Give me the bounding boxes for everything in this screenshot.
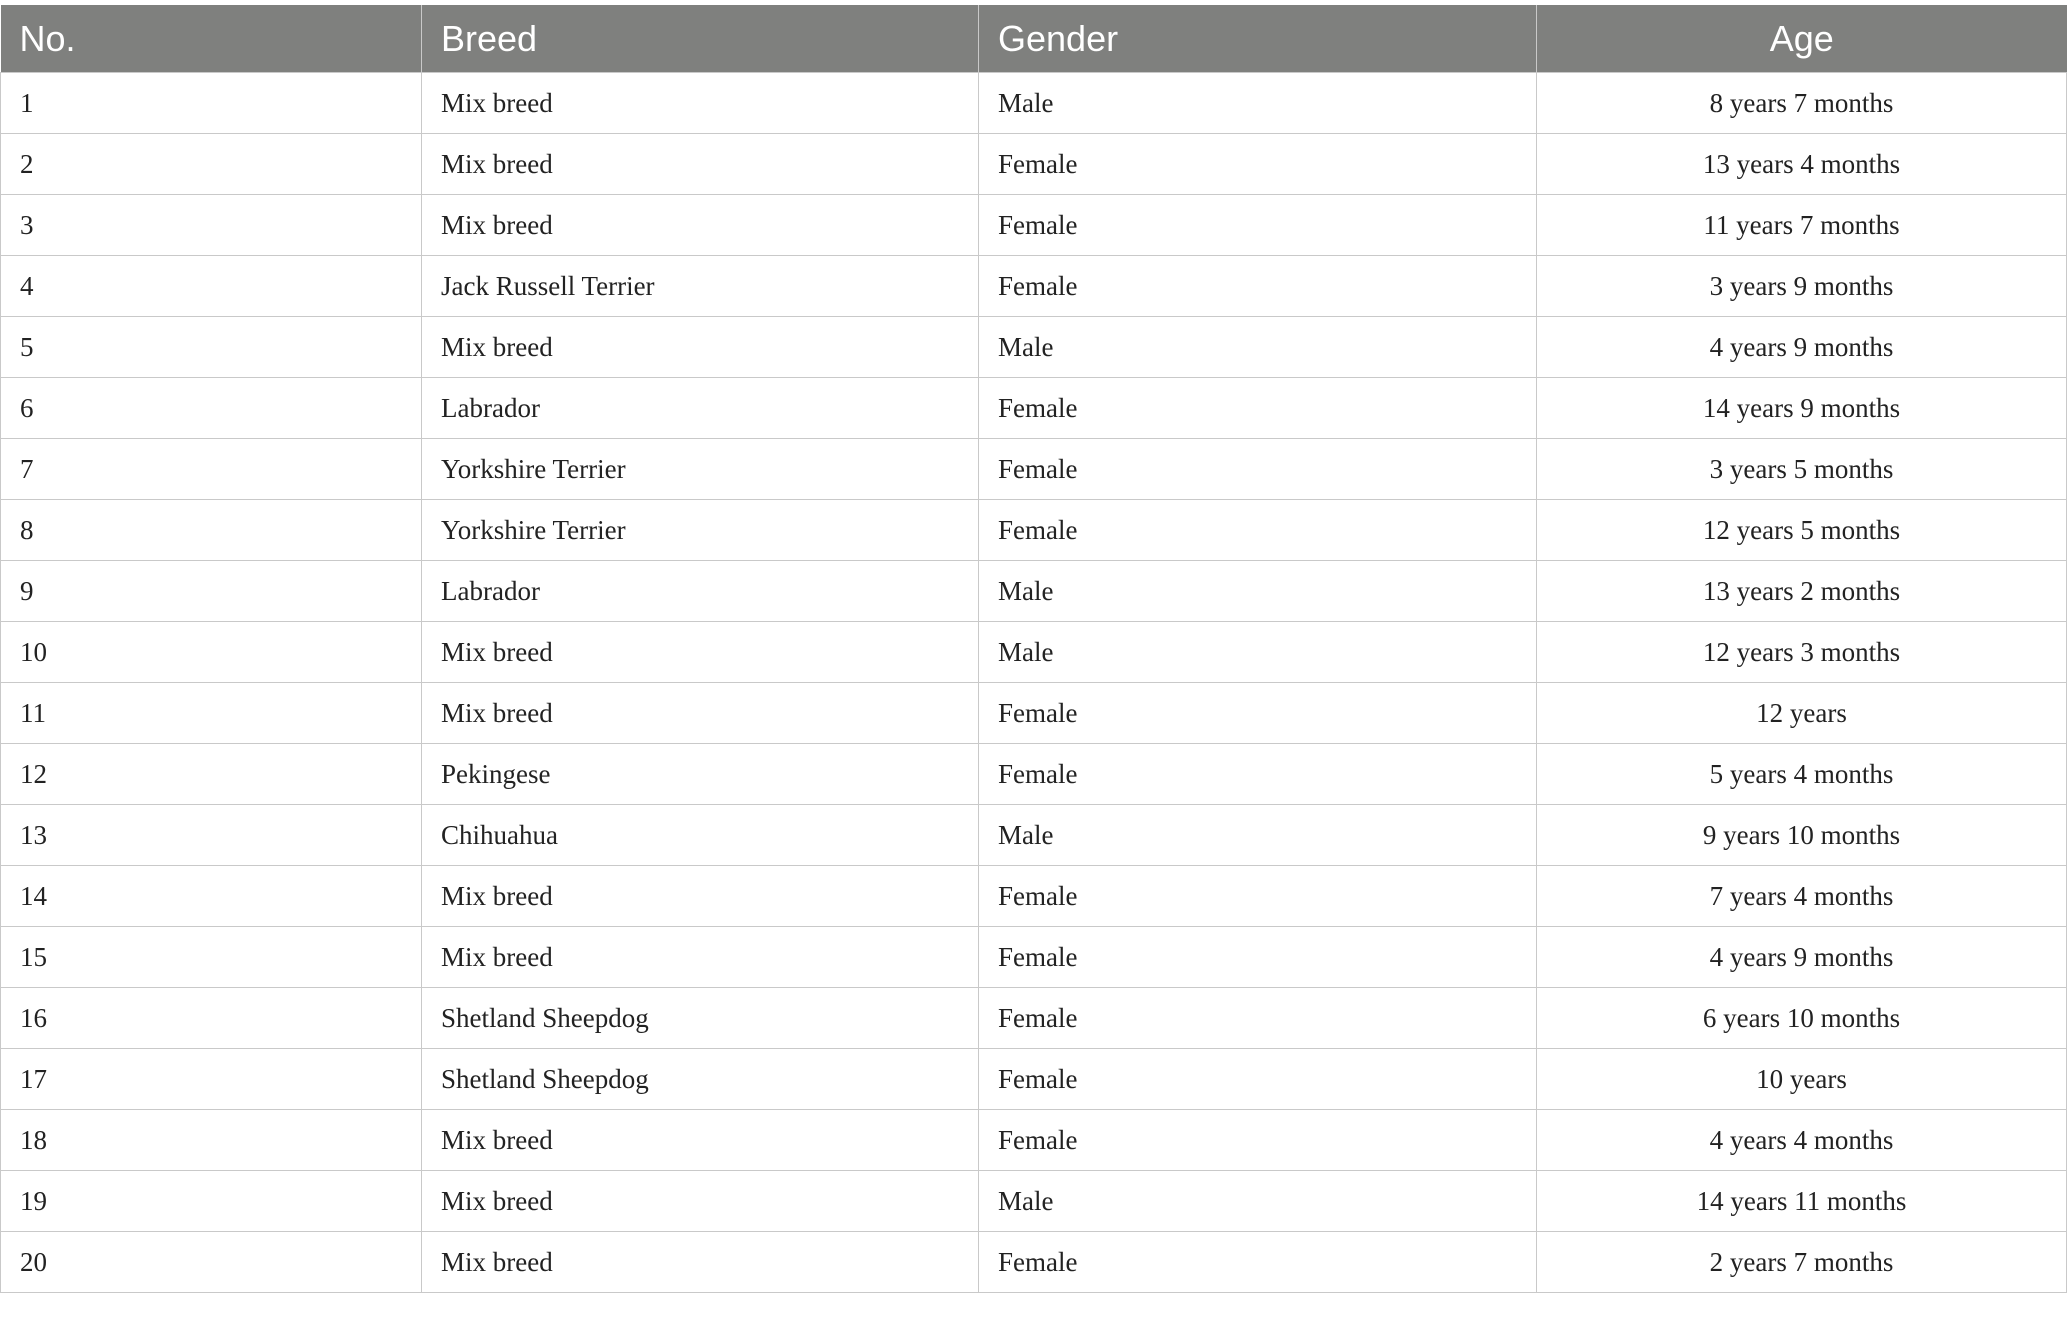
cell-gender: Female (979, 1049, 1537, 1110)
cell-gender: Female (979, 256, 1537, 317)
cell-breed: Yorkshire Terrier (422, 439, 979, 500)
cell-no: 4 (1, 256, 422, 317)
cell-age: 12 years 3 months (1537, 622, 2067, 683)
cell-breed: Labrador (422, 561, 979, 622)
table-row (1, 561, 2067, 622)
cell-no: 12 (1, 744, 422, 805)
cell-no: 10 (1, 622, 422, 683)
cell-no: 16 (1, 988, 422, 1049)
cell-breed: Mix breed (422, 73, 979, 134)
cell-age: 6 years 10 months (1537, 988, 2067, 1049)
cell-no: 7 (1, 439, 422, 500)
table-row (1, 1110, 2067, 1171)
table-row (1, 317, 2067, 378)
table-row (1, 622, 2067, 683)
cell-age: 12 years 5 months (1537, 500, 2067, 561)
table-row (1, 744, 2067, 805)
cell-no: 2 (1, 134, 422, 195)
cell-no: 9 (1, 561, 422, 622)
cell-breed: Mix breed (422, 1110, 979, 1171)
cell-age: 7 years 4 months (1537, 866, 2067, 927)
cell-no: 19 (1, 1171, 422, 1232)
table-row (1, 988, 2067, 1049)
cell-age: 14 years 11 months (1537, 1171, 2067, 1232)
cell-gender: Female (979, 439, 1537, 500)
cell-gender: Female (979, 988, 1537, 1049)
cell-no: 11 (1, 683, 422, 744)
cell-gender: Female (979, 378, 1537, 439)
cell-age: 14 years 9 months (1537, 378, 2067, 439)
cell-age: 4 years 9 months (1537, 927, 2067, 988)
cell-breed: Chihuahua (422, 805, 979, 866)
cell-age: 2 years 7 months (1537, 1232, 2067, 1293)
cell-gender: Male (979, 561, 1537, 622)
header-age: Age (1537, 5, 2067, 73)
cell-gender: Female (979, 1232, 1537, 1293)
table-row (1, 1232, 2067, 1293)
cell-breed: Pekingese (422, 744, 979, 805)
cell-age: 8 years 7 months (1537, 73, 2067, 134)
data-table-container (0, 5, 2066, 1293)
cell-no: 17 (1, 1049, 422, 1110)
cell-age: 11 years 7 months (1537, 195, 2067, 256)
table-row (1, 500, 2067, 561)
cell-no: 1 (1, 73, 422, 134)
cell-no: 5 (1, 317, 422, 378)
cell-breed: Mix breed (422, 683, 979, 744)
cell-no: 8 (1, 500, 422, 561)
cell-age: 9 years 10 months (1537, 805, 2067, 866)
table-body (1, 73, 2067, 1293)
cell-gender: Female (979, 134, 1537, 195)
cell-gender: Male (979, 317, 1537, 378)
cell-gender: Male (979, 805, 1537, 866)
table-row (1, 805, 2067, 866)
table-row (1, 927, 2067, 988)
cell-no: 18 (1, 1110, 422, 1171)
cell-breed: Mix breed (422, 866, 979, 927)
header-breed: Breed (422, 5, 979, 73)
cell-breed: Jack Russell Terrier (422, 256, 979, 317)
cell-breed: Mix breed (422, 195, 979, 256)
cell-no: 15 (1, 927, 422, 988)
dog-table (0, 5, 2067, 1293)
table-row (1, 195, 2067, 256)
cell-breed: Mix breed (422, 1171, 979, 1232)
cell-gender: Female (979, 1110, 1537, 1171)
cell-age: 5 years 4 months (1537, 744, 2067, 805)
cell-breed: Yorkshire Terrier (422, 500, 979, 561)
table-row (1, 1049, 2067, 1110)
cell-no: 20 (1, 1232, 422, 1293)
cell-no: 3 (1, 195, 422, 256)
cell-age: 12 years (1537, 683, 2067, 744)
cell-gender: Female (979, 927, 1537, 988)
table-row (1, 866, 2067, 927)
table-row (1, 378, 2067, 439)
table-row (1, 683, 2067, 744)
cell-gender: Male (979, 73, 1537, 134)
cell-gender: Male (979, 1171, 1537, 1232)
cell-gender: Female (979, 744, 1537, 805)
cell-no: 14 (1, 866, 422, 927)
table-row (1, 73, 2067, 134)
cell-age: 4 years 9 months (1537, 317, 2067, 378)
header-gender: Gender (979, 5, 1537, 73)
cell-age: 4 years 4 months (1537, 1110, 2067, 1171)
cell-gender: Female (979, 195, 1537, 256)
table-header (1, 5, 2067, 73)
cell-age: 13 years 2 months (1537, 561, 2067, 622)
cell-breed: Mix breed (422, 927, 979, 988)
table-row (1, 256, 2067, 317)
cell-breed: Shetland Sheepdog (422, 1049, 979, 1110)
header-row (1, 5, 2067, 73)
cell-breed: Labrador (422, 378, 979, 439)
cell-no: 6 (1, 378, 422, 439)
cell-breed: Mix breed (422, 134, 979, 195)
cell-gender: Female (979, 866, 1537, 927)
cell-age: 3 years 9 months (1537, 256, 2067, 317)
cell-breed: Mix breed (422, 317, 979, 378)
cell-age: 10 years (1537, 1049, 2067, 1110)
cell-no: 13 (1, 805, 422, 866)
table-row (1, 1171, 2067, 1232)
table-row (1, 134, 2067, 195)
cell-breed: Shetland Sheepdog (422, 988, 979, 1049)
cell-gender: Female (979, 500, 1537, 561)
cell-breed: Mix breed (422, 622, 979, 683)
cell-breed: Mix breed (422, 1232, 979, 1293)
cell-age: 13 years 4 months (1537, 134, 2067, 195)
table-row (1, 439, 2067, 500)
cell-gender: Female (979, 683, 1537, 744)
cell-gender: Male (979, 622, 1537, 683)
cell-age: 3 years 5 months (1537, 439, 2067, 500)
header-no: No. (1, 5, 422, 73)
